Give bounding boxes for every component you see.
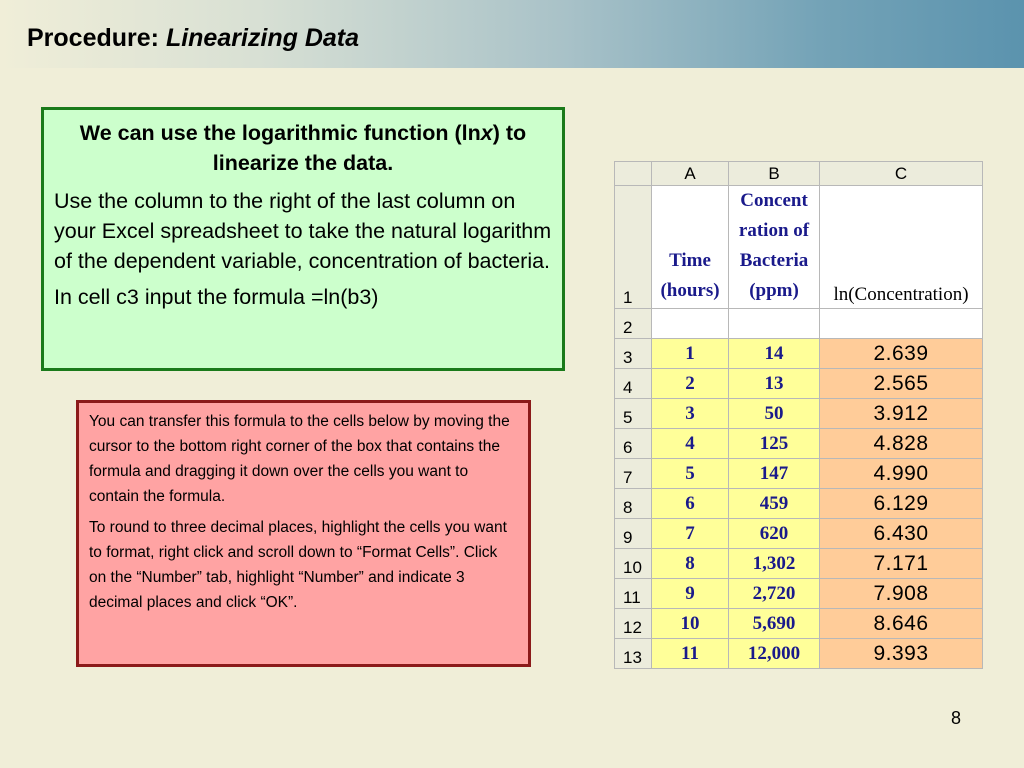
header-b-line: Concent bbox=[740, 190, 808, 211]
table-row bbox=[615, 399, 983, 429]
red-box-paragraph-1: You can transfer this formula to the cells below by moving the cursor to the bottom right corner of the box that contains the formula and dragging it down over the cells you want to contain the formula. bbox=[89, 413, 510, 505]
row-number[interactable]: 6 bbox=[615, 429, 652, 459]
cell-c[interactable]: 2.639 bbox=[820, 339, 983, 369]
header-b-line: ration of bbox=[738, 220, 810, 241]
cell-b1[interactable] bbox=[729, 186, 820, 309]
title-italic: Linearizing Data bbox=[165, 24, 360, 52]
header-b-line: (ppm) bbox=[749, 280, 799, 301]
cell-c[interactable]: 4.990 bbox=[820, 459, 983, 489]
cell-a[interactable]: 11 bbox=[652, 639, 729, 669]
table-row bbox=[615, 429, 983, 459]
cell-a[interactable]: 7 bbox=[652, 519, 729, 549]
cell-c[interactable]: 8.646 bbox=[820, 609, 983, 639]
row-number[interactable]: 10 bbox=[615, 549, 652, 579]
cell-a[interactable]: 9 bbox=[652, 579, 729, 609]
spreadsheet bbox=[614, 161, 983, 669]
table-row bbox=[615, 609, 983, 639]
heading-part-b: ) to linearize the data. bbox=[212, 121, 527, 175]
row-number[interactable]: 4 bbox=[615, 369, 652, 399]
cell-c2[interactable] bbox=[820, 309, 983, 339]
header-a-line: (hours) bbox=[660, 280, 720, 301]
column-header-c[interactable]: C bbox=[820, 162, 983, 186]
cell-b[interactable]: 5,690 bbox=[729, 609, 820, 639]
cell-b[interactable]: 12,000 bbox=[729, 639, 820, 669]
table-row bbox=[615, 489, 983, 519]
row-number[interactable]: 1 bbox=[615, 186, 652, 309]
row-number[interactable]: 8 bbox=[615, 489, 652, 519]
cell-b[interactable]: 2,720 bbox=[729, 579, 820, 609]
cell-c1[interactable]: ln(Concentration) bbox=[820, 186, 983, 309]
row-number[interactable]: 12 bbox=[615, 609, 652, 639]
cell-b[interactable]: 459 bbox=[729, 489, 820, 519]
header-a-line: Time bbox=[669, 250, 711, 271]
cell-c[interactable]: 3.912 bbox=[820, 399, 983, 429]
cell-c[interactable]: 7.171 bbox=[820, 549, 983, 579]
page-number: 8 bbox=[951, 708, 962, 728]
cell-a1[interactable] bbox=[652, 186, 729, 309]
cell-a[interactable]: 3 bbox=[652, 399, 729, 429]
row-number[interactable]: 3 bbox=[615, 339, 652, 369]
red-info-box bbox=[76, 400, 531, 667]
table-row bbox=[615, 579, 983, 609]
cell-b[interactable]: 1,302 bbox=[729, 549, 820, 579]
cell-b2[interactable] bbox=[729, 309, 820, 339]
cell-a[interactable]: 10 bbox=[652, 609, 729, 639]
row-number[interactable]: 2 bbox=[615, 309, 652, 339]
row-number[interactable]: 13 bbox=[615, 639, 652, 669]
cell-c[interactable]: 6.129 bbox=[820, 489, 983, 519]
row-number[interactable]: 11 bbox=[615, 579, 652, 609]
green-box-paragraph-2: In cell c3 input the formula =ln(b3) bbox=[54, 285, 379, 309]
cell-a[interactable]: 5 bbox=[652, 459, 729, 489]
column-header-a[interactable]: A bbox=[652, 162, 729, 186]
cell-a[interactable]: 8 bbox=[652, 549, 729, 579]
header-b-line: Bacteria bbox=[739, 250, 809, 271]
table-row bbox=[615, 369, 983, 399]
slide-title bbox=[27, 24, 359, 53]
column-header-b[interactable]: B bbox=[729, 162, 820, 186]
heading-part-a: We can use the logarithmic function (ln bbox=[79, 121, 481, 145]
green-box-paragraph-1: Use the column to the right of the last column on your Excel spreadsheet to take the natural logarithm of the dependent variable, concentration of bacteria. bbox=[54, 189, 552, 273]
table-row bbox=[615, 519, 983, 549]
cell-c[interactable]: 6.430 bbox=[820, 519, 983, 549]
cell-c[interactable]: 4.828 bbox=[820, 429, 983, 459]
table-row bbox=[615, 459, 983, 489]
cell-b[interactable]: 14 bbox=[729, 339, 820, 369]
cell-b[interactable]: 125 bbox=[729, 429, 820, 459]
title-plain: Procedure: bbox=[27, 24, 166, 52]
cell-b[interactable]: 147 bbox=[729, 459, 820, 489]
cell-c[interactable]: 9.393 bbox=[820, 639, 983, 669]
green-box-heading bbox=[54, 118, 552, 178]
table-row bbox=[615, 549, 983, 579]
cell-b[interactable]: 50 bbox=[729, 399, 820, 429]
cell-a2[interactable] bbox=[652, 309, 729, 339]
sheet-corner[interactable] bbox=[615, 162, 652, 186]
cell-a[interactable]: 6 bbox=[652, 489, 729, 519]
table-row bbox=[615, 186, 983, 309]
table-row bbox=[615, 309, 983, 339]
red-box-paragraph-2: To round to three decimal places, highlight the cells you want to format, right click and scroll down to “Format Cells”. Click on the “Number” tab, highlight “Number” and indicate 3 decimal places and click “OK”. bbox=[89, 519, 507, 611]
table-row bbox=[615, 339, 983, 369]
cell-a[interactable]: 2 bbox=[652, 369, 729, 399]
cell-b[interactable]: 13 bbox=[729, 369, 820, 399]
cell-c[interactable]: 2.565 bbox=[820, 369, 983, 399]
row-number[interactable]: 7 bbox=[615, 459, 652, 489]
table-row bbox=[615, 639, 983, 669]
cell-b[interactable]: 620 bbox=[729, 519, 820, 549]
cell-a[interactable]: 1 bbox=[652, 339, 729, 369]
cell-a[interactable]: 4 bbox=[652, 429, 729, 459]
heading-italic-x: x bbox=[480, 121, 493, 145]
row-number[interactable]: 9 bbox=[615, 519, 652, 549]
green-info-box bbox=[41, 107, 565, 371]
column-header-row bbox=[615, 162, 983, 186]
row-number[interactable]: 5 bbox=[615, 399, 652, 429]
cell-c[interactable]: 7.908 bbox=[820, 579, 983, 609]
